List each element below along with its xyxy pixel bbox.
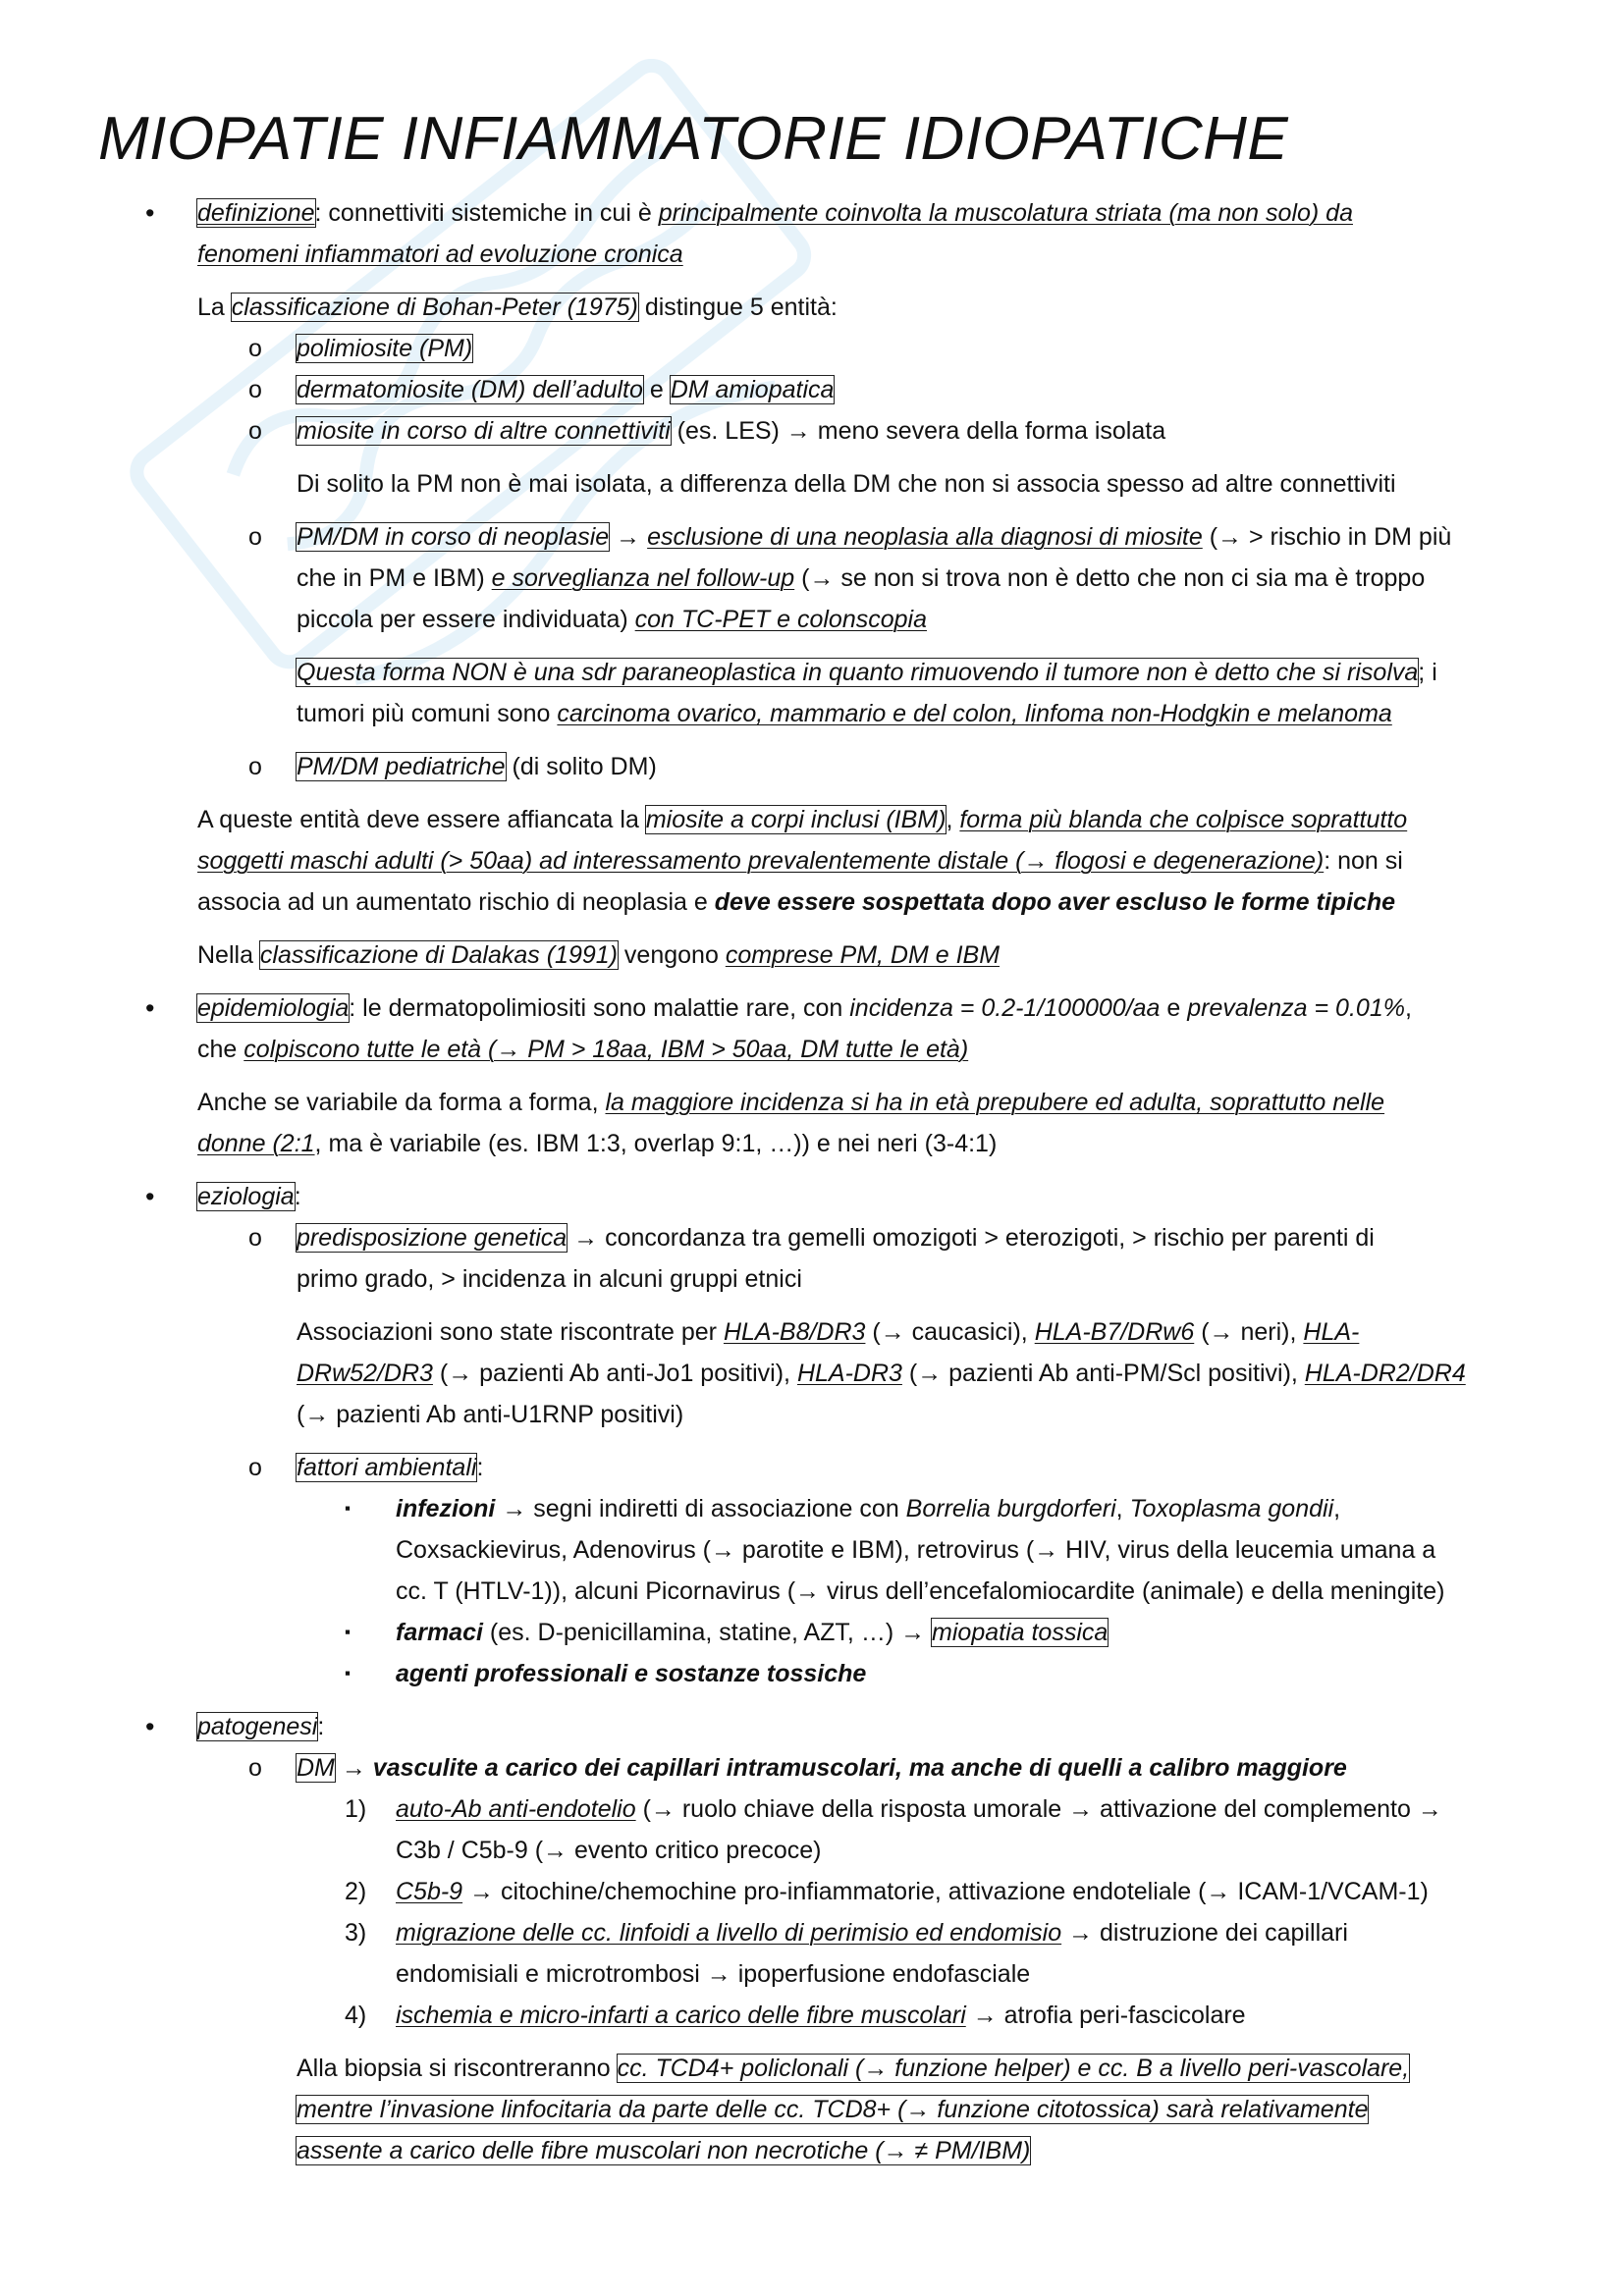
circle-bullet-icon: o: [248, 523, 262, 551]
definizione-line-2: fenomeni infiammatori ad evoluzione cronica: [197, 240, 683, 268]
biopsia-line-2: mentre l’invasione linfocitaria da parte delle cc. TCD8+ (→ funzione citotossica) sarà relativamente: [297, 2096, 1369, 2123]
list-item-dm: o dermatomiosite (DM) dell’adulto e DM amiopatica: [0, 369, 1623, 410]
step-4: 4) ischemia e micro-infarti a carico delle fibre muscolari → atrofia peri-fascicolare: [345, 2002, 1246, 2029]
list-item-neoplasie-3: piccola per essere individuata) con TC-PET e colonscopia: [297, 606, 927, 633]
biopsia-line-3: assente a carico delle fibre muscolari non necrotiche (→ ≠ PM/IBM): [297, 2137, 1031, 2164]
ibm-line-1: A queste entità deve essere affiancata la miosite a corpi inclusi (IBM), forma più blanda che colpisce soprattutto: [197, 806, 1408, 833]
square-bullet-icon: ▪: [345, 1499, 352, 1518]
section-heading-patogenesi: patogenesi: [197, 1713, 318, 1740]
note-tumori-comuni: tumori più comuni sono carcinoma ovarico, mammario e del colon, linfoma non-Hodgkin e melanoma: [297, 700, 1392, 727]
biopsia-line-1: Alla biopsia si riscontreranno cc. TCD4+ policlonali (→ funzione helper) e cc. B a livello peri-vascolare,: [297, 2055, 1410, 2082]
list-item-pm: o polimiosite (PM): [0, 328, 1623, 369]
section-heading-definizione: definizione: [197, 199, 315, 227]
circle-bullet-icon: o: [248, 1454, 262, 1481]
hla-line-2: DRw52/DR3 (→ pazienti Ab anti-Jo1 positivi), HLA-DR3 (→ pazienti Ab anti-PM/Scl positivi), HLA-DR2/DR4: [297, 1360, 1466, 1387]
ibm-line-3: associa ad un aumentato rischio di neoplasia e deve essere sospettata dopo aver escluso le forme tipiche: [197, 888, 1396, 916]
page-title: MIOPATIE INFIAMMATORIE IDIOPATICHE: [98, 105, 1289, 173]
circle-bullet-icon: o: [248, 335, 262, 362]
step-3: 3) migrazione delle cc. linfoidi a livello di perimisio ed endomisio → distruzione dei capillari: [345, 1919, 1348, 1947]
ibm-line-2: soggetti maschi adulti (> 50aa) ad interessamento prevalentemente distale (→ flogosi e degenerazione): non si: [197, 847, 1403, 875]
classificazione-bohan-peter: La classificazione di Bohan-Peter (1975) distingue 5 entità:: [197, 294, 838, 321]
eziologia-heading-row: • eziologia:: [0, 1176, 1623, 1217]
note-sdr-paraneoplastica: Questa forma NON è una sdr paraneoplastica in quanto rimuovendo il tumore non è detto che si risolva; i: [297, 659, 1437, 686]
list-item-pediatriche: o PM/DM pediatriche (di solito DM): [0, 746, 1623, 787]
circle-bullet-icon: o: [248, 417, 262, 445]
step-2: 2) C5b-9 → citochine/chemochine pro-infiammatorie, attivazione endoteliale (→ ICAM-1/VCAM-1): [345, 1878, 1429, 1905]
bullet-icon: •: [145, 1712, 155, 1741]
list-item-infezioni-1: ▪ infezioni → segni indiretti di associazione con Borrelia burgdorferi, Toxoplasma gondii,: [0, 1488, 1623, 1529]
list-item-genetica-1: o predisposizione genetica → concordanza tra gemelli omozigoti > eterozigoti, > rischio per parenti di: [0, 1217, 1623, 1258]
bullet-icon: •: [145, 198, 155, 228]
bullet-icon: •: [145, 993, 155, 1023]
step-3-cont: endomisiali e microtrombosi → ipoperfusione endofasciale: [396, 1960, 1031, 1988]
list-item-farmaci: ▪ farmaci (es. D-penicillamina, statine, AZT, …) → miopatia tossica: [0, 1612, 1623, 1653]
patogenesi-heading-row: • patogenesi:: [0, 1706, 1623, 1747]
list-item-ambientali: o fattori ambientali:: [0, 1447, 1623, 1488]
square-bullet-icon: ▪: [345, 1664, 352, 1682]
list-item-agenti: ▪ agenti professionali e sostanze tossiche: [0, 1653, 1623, 1694]
circle-bullet-icon: o: [248, 1224, 262, 1252]
list-item-dm-vasculite: o DM → vasculite a carico dei capillari intramuscolari, ma anche di quelli a calibro maggiore: [0, 1747, 1623, 1789]
list-item-neoplasie-1: o PM/DM in corso di neoplasie → esclusione di una neoplasia alla diagnosi di miosite (→ > rischio in DM più: [0, 516, 1623, 558]
list-item-infezioni-3: cc. T (HTLV-1)), alcuni Picornavirus (→ virus dell’encefalomiocardite (animale) e della meningite): [396, 1577, 1445, 1605]
document-body: [0, 192, 1623, 2171]
step-1-cont: C3b / C5b-9 (→ evento critico precoce): [396, 1837, 822, 1864]
circle-bullet-icon: o: [248, 1754, 262, 1782]
list-item-infezioni-2: Coxsackievirus, Adenovirus (→ parotite e IBM), retrovirus (→ HIV, virus della leucemia umana a: [396, 1536, 1436, 1564]
list-item-miosite: o miosite in corso di altre connettiviti (es. LES) → meno severa della forma isolata: [0, 410, 1623, 452]
epidemiologia-line-4: donne (2:1, ma è variabile (es. IBM 1:3, overlap 9:1, …)) e nei neri (3-4:1): [197, 1130, 998, 1157]
square-bullet-icon: ▪: [345, 1623, 352, 1641]
bullet-icon: •: [145, 1182, 155, 1211]
epidemiologia-line-1: • epidemiologia: le dermatopolimiositi sono malattie rare, con incidenza = 0.2-1/100000/aa e prevalenza = 0.01%,: [0, 988, 1623, 1029]
note-pm-isolata: Di solito la PM non è mai isolata, a differenza della DM che non si associa spesso ad altre connettiviti: [297, 470, 1396, 498]
section-heading-eziologia: eziologia: [197, 1183, 295, 1210]
step-1: 1) auto-Ab anti-endotelio (→ ruolo chiave della risposta umorale → attivazione del complemento →: [345, 1795, 1442, 1823]
list-item-genetica-2: primo grado, > incidenza in alcuni gruppi etnici: [297, 1265, 802, 1293]
hla-line-1: Associazioni sono state riscontrate per HLA-B8/DR3 (→ caucasici), HLA-B7/DRw6 (→ neri), HLA-: [297, 1318, 1360, 1346]
classificazione-dalakas: Nella classificazione di Dalakas (1991) vengono comprese PM, DM e IBM: [197, 941, 1001, 969]
epidemiologia-line-3: Anche se variabile da forma a forma, la maggiore incidenza si ha in età prepubere ed adulta, soprattutto nelle: [197, 1089, 1385, 1116]
circle-bullet-icon: o: [248, 753, 262, 780]
hla-line-3: (→ pazienti Ab anti-U1RNP positivi): [297, 1401, 684, 1428]
epidemiologia-line-2: che colpiscono tutte le età (→ PM > 18aa, IBM > 50aa, DM tutte le età): [197, 1036, 969, 1063]
definizione-line-1: • definizione: connettiviti sistemiche in cui è principalmente coinvolta la muscolatura striata (ma non solo) da: [0, 192, 1623, 234]
list-item-neoplasie-2: che in PM e IBM) e sorveglianza nel follow-up (→ se non si trova non è detto che non ci sia ma è troppo: [297, 564, 1426, 592]
circle-bullet-icon: o: [248, 376, 262, 403]
section-heading-epidemiologia: epidemiologia: [197, 994, 350, 1022]
